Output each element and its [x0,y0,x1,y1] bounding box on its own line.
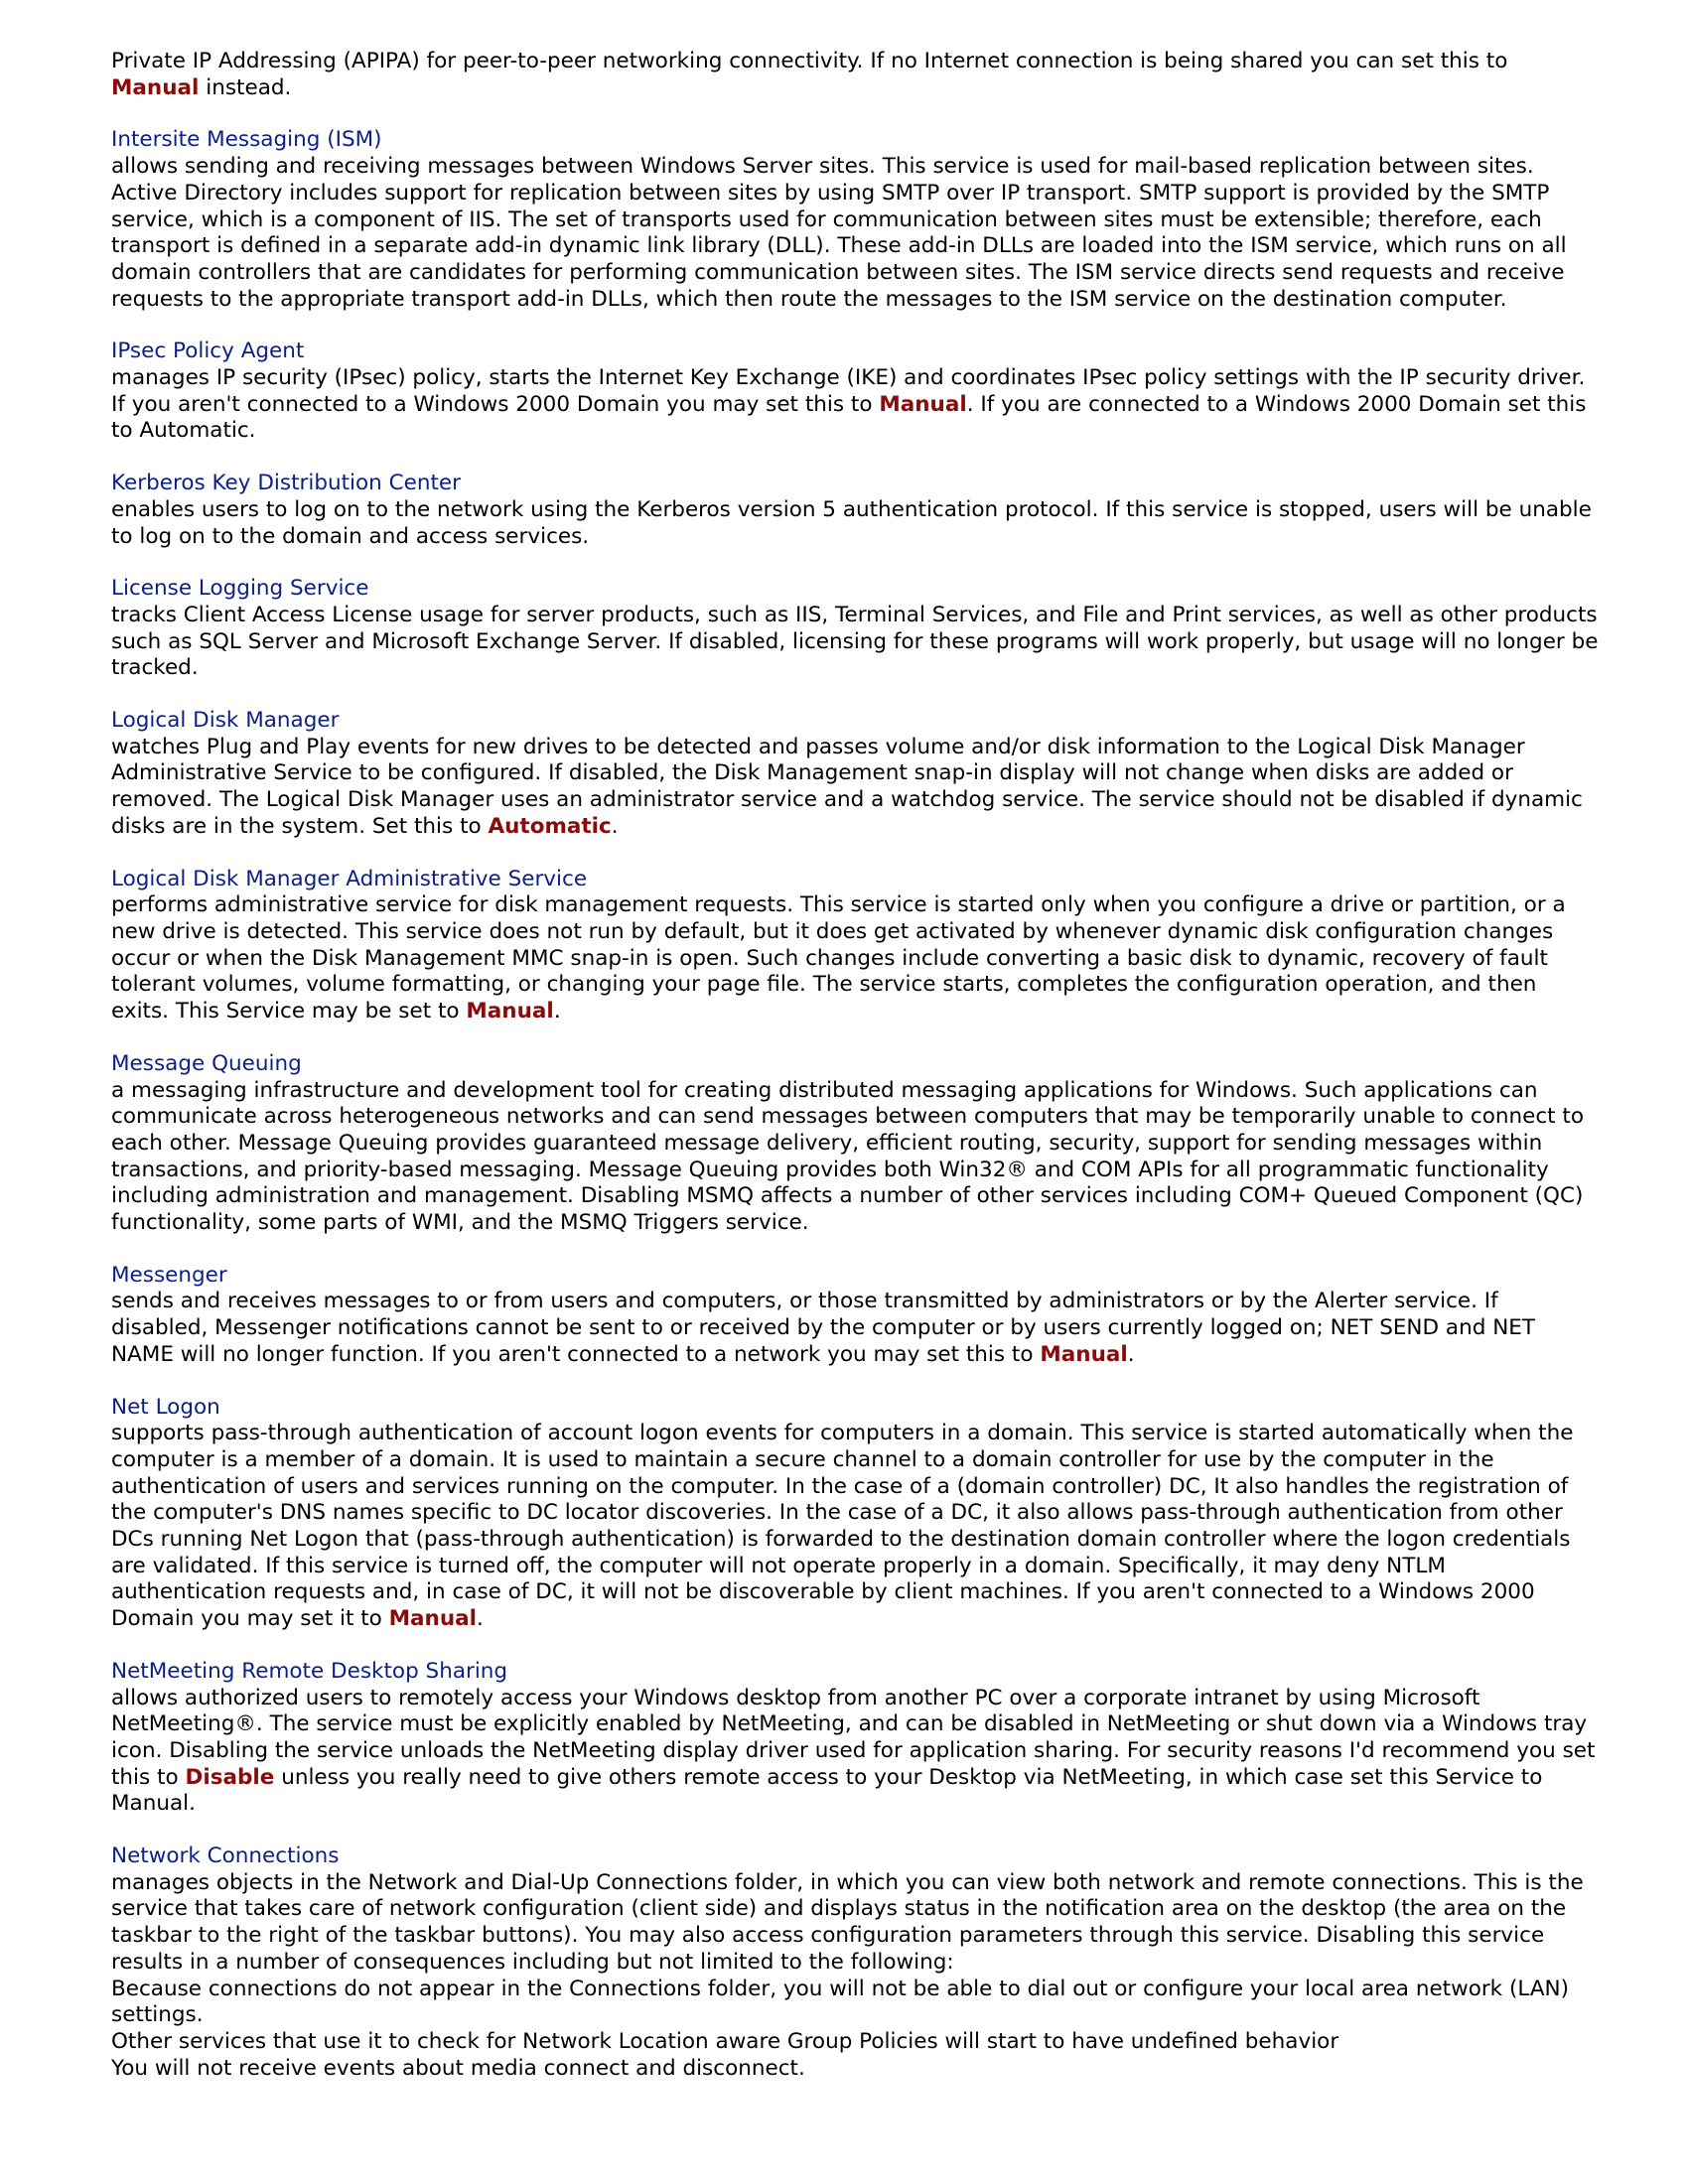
description-text: allows sending and receiving messages between Windows Server sites. This service is used for mail-based replication between sites. Active Directory includes support for replication between sites by using SMTP over IP transport. SMTP support is provided by the SMTP service, which is a component of IIS. The set of transports used for communication between sites must be extensible; therefore, each transport is defined in a separate add-in dynamic link library (DLL). These add-in DLLs are loaded into the ISM service, which runs on all domain controllers that are candidates for performing communication between sites. The ISM service directs send requests and receive requests to the appropriate transport add-in DLLs, which then route the messages to the ISM service on the destination computer. [111,154,1567,312]
intro-text: Private IP Addressing (APIPA) for peer-to-peer networking connectivity. If no Internet connection is being shared you can set this to [111,49,1508,73]
service-title: Net Logon [111,1394,220,1420]
service-description [111,892,1601,1025]
service-section [111,1659,1601,1818]
description-text-end: unless you really need to give others remote access to your Desktop via NetMeeting, in which case set this Service to Manual. [111,1764,1543,1817]
description-line: manages objects in the Network and Dial-Up Connections folder, in which you can view both network and remote connections. This is the service that takes care of network configuration (client side) and displays status in the notification area on the desktop (the area on the taskbar to the right of the taskbar buttons). You may also access configuration parameters through this service. Disabling this service results in a number of consequences including but not limited to the following: [111,1869,1584,1975]
service-description [111,154,1601,313]
description-text: a messaging infrastructure and development tool for creating distributed messaging applications for Windows. Such applications can communicate across heterogeneous networks and can send messages between computers that may be temporarily unable to connect to each other. Message Queuing provides guaranteed message delivery, efficient routing, security, support for sending messages within transactions, and priority-based messaging. Message Queuing provides both Win32® and COM APIs for all programmatic functionality including administration and management. Disabling MSMQ affects a number of other services including COM+ Queued Component (QC) functionality, some parts of WMI, and the MSMQ Triggers service. [111,1077,1585,1236]
intro-paragraph [111,49,1601,101]
description-text: manages IP security (IPsec) policy, starts the Internet Key Exchange (IKE) and coordinates IPsec policy settings with the IP security driver. If you aren't connected to a Windows 2000 Domain you may set this to [111,365,1586,417]
service-title: Kerberos Key Distribution Center [111,471,461,496]
service-title: Message Queuing [111,1050,302,1076]
description-text: sends and receives messages to or from users and computers, or those transmitted by administrators or by the Alerter service. If disabled, Messenger notifications cannot be sent to or received by the computer or by users currently logged on; NET SEND and NET NAME will no longer function. If you aren't connected to a network you may set this to [111,1289,1535,1367]
description-text: tracks Client Access License usage for server products, such as IIS, Terminal Services, and File and Print services, as well as other products such as SQL Server and Microsoft Exchange Server. If disabled, licensing for these programs will work properly, but usage will no longer be tracked. [111,602,1599,681]
setting-keyword: Manual [466,999,554,1024]
description-text-end: . [477,1606,484,1632]
description-text-end: . [553,999,561,1024]
service-description [111,1870,1601,2083]
service-description [111,365,1601,445]
description-line: Other services that use it to check for Network Location aware Group Policies will start to have undefined behavior [111,2029,1339,2054]
service-section [111,708,1601,841]
service-description [111,1289,1601,1368]
service-title: NetMeeting Remote Desktop Sharing [111,1658,508,1684]
service-description [111,1078,1601,1237]
setting-keyword: Manual [879,391,967,417]
description-text-end: . [611,813,619,839]
service-section [111,127,1601,313]
service-description [111,603,1601,682]
document [111,49,1601,2108]
service-title: Messenger [111,1262,227,1288]
service-description [111,735,1601,841]
service-title: IPsec Policy Agent [111,339,305,364]
description-text: enables users to log on to the network using the Kerberos version 5 authentication protocol. If this service is stopped, users will be unable to log on to the domain and access services. [111,496,1592,549]
service-title: License Logging Service [111,576,369,602]
service-title: Intersite Messaging (ISM) [111,127,382,153]
service-description [111,1686,1601,1819]
intro-text-end: instead. [199,74,292,100]
setting-keyword: Manual [1040,1341,1128,1367]
description-text: performs administrative service for disk management requests. This service is started only when you configure a drive or partition, or a new drive is detected. This service does not run by default, but it does get activated by whenever dynamic disk configuration changes occur or when the Disk Management MMC snap-in is open. Such changes include converting a basic disk to dynamic, recovery of fault tolerant volumes, volume formatting, or changing your page file. The service starts, completes the configuration operation, and then exits. This Service may be set to [111,892,1566,1024]
description-text: allows authorized users to remotely access your Windows desktop from another PC over a corporate intranet by using Microsoft NetMeeting®. The service must be explicitly enabled by NetMeeting, and can be disabled in NetMeeting or shut down via a Windows tray icon. Disabling the service unloads the NetMeeting display driver used for application sharing. For security reasons I'd recommend you set this to [111,1685,1596,1790]
service-title: Network Connections [111,1843,340,1869]
service-section [111,576,1601,682]
service-description [111,1421,1601,1633]
service-title: Logical Disk Manager Administrative Service [111,866,588,891]
service-section [111,1263,1601,1369]
setting-keyword: Automatic [488,813,612,839]
setting-keyword: Manual [111,74,200,100]
description-line: Because connections do not appear in the Connections folder, you will not be able to dial out or configure your local area network (LAN) settings. [111,1976,1570,2028]
description-text-end: . If you are connected to a Windows 2000 Domain set this to Automatic. [111,391,1587,444]
service-section [111,339,1601,445]
service-section [111,471,1601,550]
description-text: watches Plug and Play events for new drives to be detected and passes volume and/or disk information to the Logical Disk Manager Administrative Service to be configured. If disabled, the Disk Management snap-in display will not change when disks are added or removed. The Logical Disk Manager uses an administrator service and a watchdog service. The service should not be disabled if dynamic disks are in the system. Set this to [111,734,1583,839]
service-title: Logical Disk Manager [111,708,340,734]
description-line: You will not receive events about media connect and disconnect. [111,2055,805,2081]
description-text-end: . [1127,1341,1135,1367]
service-section [111,1843,1601,2082]
service-description [111,497,1601,550]
setting-keyword: Disable [185,1764,275,1790]
service-section [111,1051,1601,1237]
description-text: supports pass-through authentication of account logon events for computers in a domain. This service is started automatically when the computer is a member of a domain. It is used to maintain a secure channel to a domain controller for use by the computer in the authentication of users and services running on the computer. In the case of a (domain controller) DC, It also handles the registration of the computer's DNS names specific to DC locator discoveries. In the case of a DC, it also allows pass-through authentication from other DCs running Net Logon that (pass-through authentication) is forwarded to the destination domain controller where the logon credentials are validated. If this service is turned off, the computer will not operate properly in a domain. Specifically, it may deny NTLM authentication requests and, in case of DC, it will not be discoverable by client machines. If you aren't connected to a Windows 2000 Domain you may set it to [111,1421,1574,1632]
service-section [111,867,1601,1025]
service-section [111,1395,1601,1633]
setting-keyword: Manual [388,1606,478,1632]
